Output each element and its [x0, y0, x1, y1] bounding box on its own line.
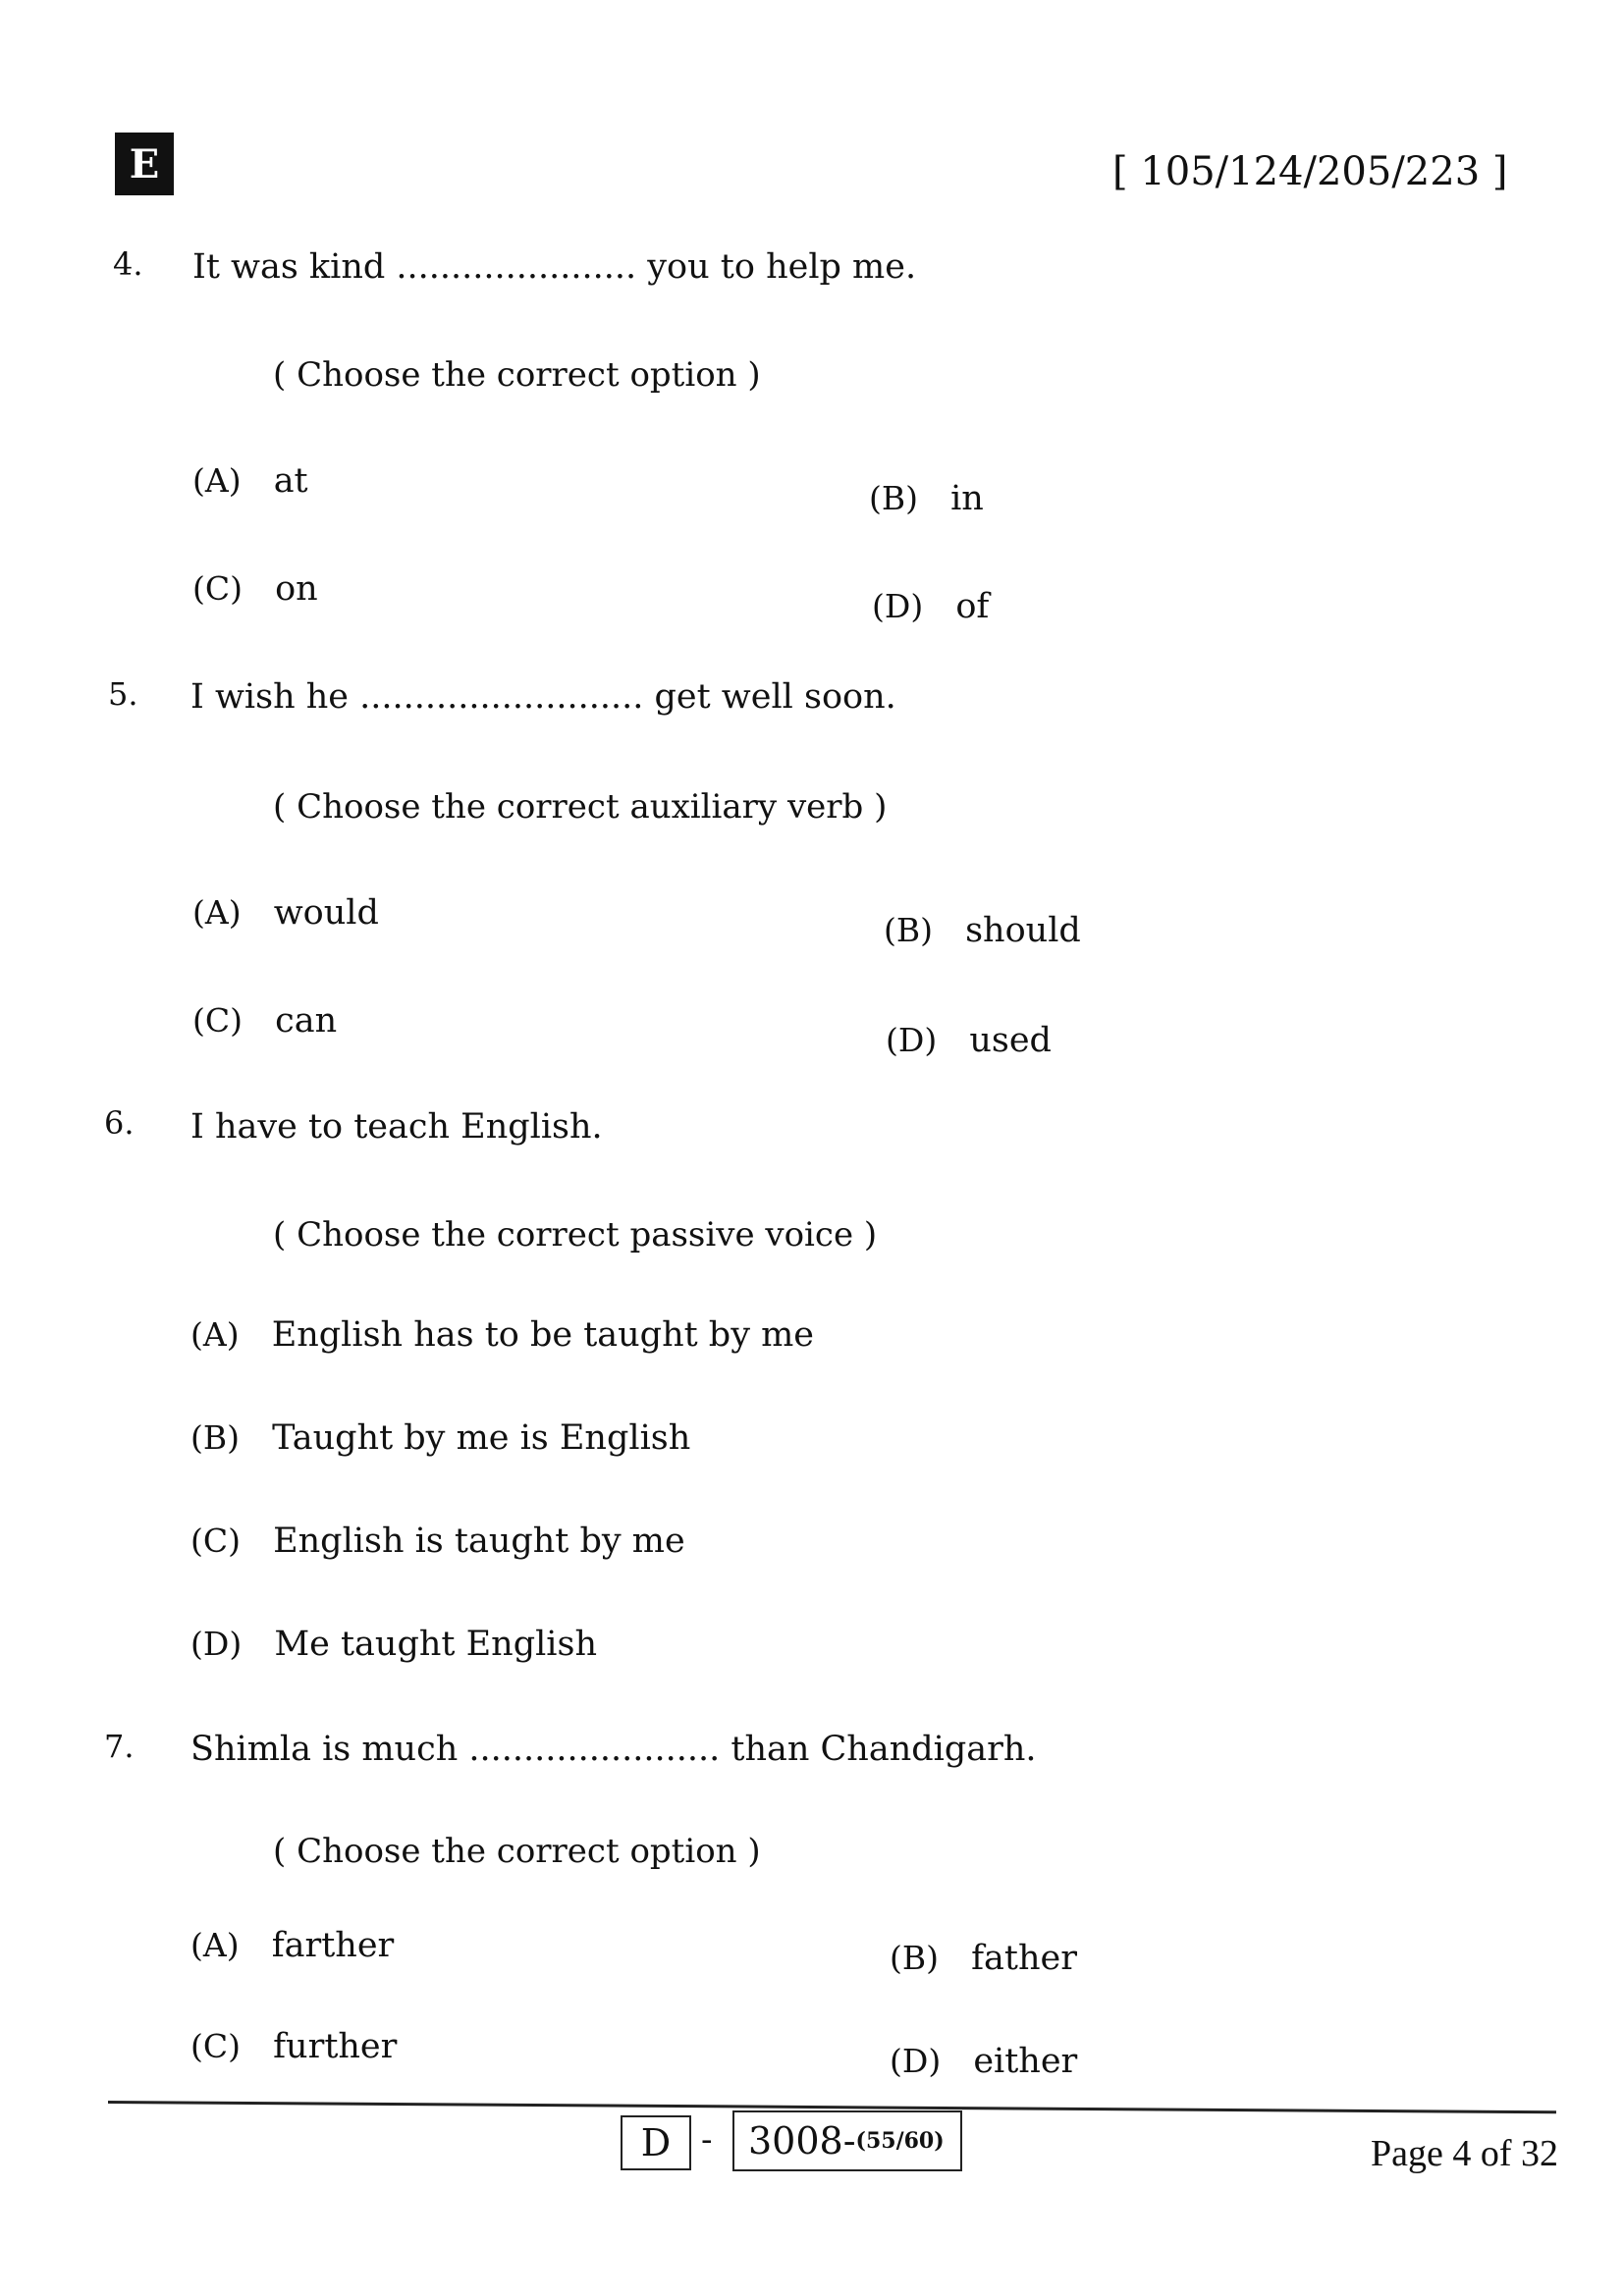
option-label: (A) [190, 1926, 240, 1964]
option-a[interactable] [190, 1926, 394, 1965]
option-text: of [955, 587, 990, 626]
option-label: (D) [890, 2042, 942, 2080]
booklet-code-box [732, 2110, 962, 2171]
option-text: used [969, 1021, 1052, 1060]
option-text: Me taught English [274, 1625, 597, 1664]
set-letter-badge [115, 133, 174, 195]
option-text: should [965, 911, 1081, 950]
option-label: (D) [190, 1625, 243, 1663]
option-label: (B) [890, 1939, 939, 1977]
question-number: 6. [104, 1104, 135, 1142]
option-c[interactable] [192, 1001, 337, 1041]
option-c[interactable] [190, 1522, 685, 1561]
page-number: Page 4 of 32 [1371, 2133, 1559, 2174]
option-d[interactable] [886, 1021, 1052, 1060]
question-text: I have to teach English. [190, 1107, 603, 1147]
option-text: further [273, 2027, 398, 2066]
option-label: (D) [872, 587, 924, 625]
question-number: 4. [113, 245, 143, 283]
option-label: (A) [192, 893, 242, 932]
question-number: 5. [108, 675, 138, 713]
series-letter-box [621, 2115, 691, 2170]
option-label: (B) [190, 1418, 240, 1457]
option-label: (C) [190, 2027, 241, 2065]
option-c[interactable] [190, 2027, 397, 2066]
option-c[interactable] [192, 569, 318, 609]
option-d[interactable] [190, 1625, 597, 1664]
option-a[interactable] [192, 461, 308, 501]
footer-separator: - [701, 2120, 713, 2160]
option-text: Taught by me is English [272, 1418, 691, 1458]
option-label: (A) [190, 1315, 240, 1354]
booklet-code: 3008- [748, 2119, 856, 2163]
option-label: (C) [192, 569, 243, 608]
option-text: farther [271, 1926, 395, 1965]
option-a[interactable] [192, 893, 379, 933]
option-text: on [275, 569, 318, 609]
option-a[interactable] [190, 1315, 814, 1355]
option-label: (C) [192, 1001, 243, 1040]
option-d[interactable] [872, 587, 989, 626]
option-label: (A) [192, 461, 242, 500]
option-label: (B) [884, 911, 933, 949]
question-instruction: ( Choose the correct option ) [273, 1832, 761, 1871]
question-number: 7. [104, 1728, 135, 1765]
option-label: (C) [190, 1522, 241, 1560]
question-instruction: ( Choose the correct option ) [273, 355, 761, 395]
option-label: (D) [886, 1021, 938, 1059]
option-text: either [973, 2042, 1078, 2081]
paper-codes: [ 105/124/205/223 ] [1112, 149, 1508, 194]
set-letter: E [129, 140, 160, 187]
option-b[interactable] [869, 479, 984, 518]
question-instruction: ( Choose the correct passive voice ) [273, 1215, 878, 1255]
option-b[interactable] [884, 911, 1081, 950]
option-text: would [273, 893, 379, 933]
booklet-suffix: (55/60) [855, 2128, 945, 2154]
option-text: father [971, 1939, 1077, 1978]
option-d[interactable] [890, 2042, 1077, 2081]
option-text: English has to be taught by me [271, 1315, 815, 1355]
option-label: (B) [869, 479, 918, 517]
question-text: I wish he .......................... get well soon. [190, 677, 896, 717]
option-text: in [950, 479, 984, 518]
option-text: can [275, 1001, 338, 1041]
question-instruction: ( Choose the correct auxiliary verb ) [273, 787, 888, 827]
option-text: at [273, 461, 308, 501]
series-letter: D [640, 2121, 672, 2164]
question-text: It was kind ...................... you to help me. [192, 247, 917, 287]
option-b[interactable] [890, 1939, 1077, 1978]
option-text: English is taught by me [273, 1522, 685, 1561]
question-text: Shimla is much ....................... than Chandigarh. [190, 1730, 1037, 1769]
option-b[interactable] [190, 1418, 690, 1458]
